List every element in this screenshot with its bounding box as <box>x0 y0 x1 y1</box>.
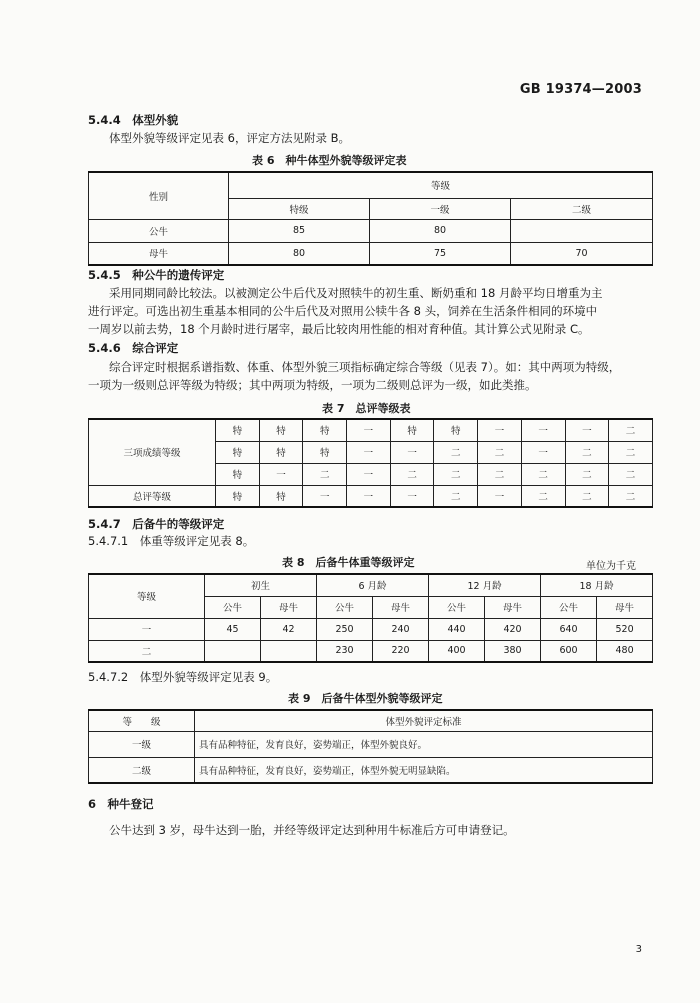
table-8-cell: 600 <box>541 640 597 662</box>
table-6-header-grade: 等级 <box>229 172 653 198</box>
table-8-group: 6 月龄 <box>317 574 429 596</box>
table-6-col: 特级 <box>229 198 370 219</box>
table-7-cell: 二 <box>434 485 478 507</box>
table-8-cell: 240 <box>373 618 429 640</box>
table-8-cell: 45 <box>205 618 261 640</box>
table-8-cell: 230 <box>317 640 373 662</box>
section-5-4-6-heading: 5.4.6 综合评定 <box>88 341 179 355</box>
table-7 <box>88 418 653 508</box>
table-7-cell: 一 <box>521 419 565 441</box>
table-8-cell: 480 <box>597 640 653 662</box>
table-7-cell: 二 <box>521 463 565 485</box>
table-7-cell: 一 <box>303 485 347 507</box>
table-8-sub: 母牛 <box>261 596 317 618</box>
table-7-cell: 二 <box>303 463 347 485</box>
section-5-4-7-heading: 5.4.7 后备牛的等级评定 <box>88 517 225 531</box>
table-8-row-label: 二 <box>89 640 205 662</box>
section-5-4-5-line: 一周岁以前去势，18 个月龄时进行屠宰，最后比较肉用性能的相对育种值。其计算公式见附录 C。 <box>88 322 590 336</box>
table-7-cell: 二 <box>565 441 609 463</box>
table-8-cell: 380 <box>485 640 541 662</box>
table-9-row-label: 一级 <box>89 731 195 757</box>
table-6-header-sex: 性别 <box>89 172 229 219</box>
table-6-col: 一级 <box>370 198 511 219</box>
table-7-cell: 一 <box>347 441 391 463</box>
table-8-cell: 420 <box>485 618 541 640</box>
table-8-group: 12 月龄 <box>429 574 541 596</box>
table-7-cell: 一 <box>478 485 522 507</box>
table-7-cell: 特 <box>303 419 347 441</box>
table-8-cell: 520 <box>597 618 653 640</box>
table-7-cell: 一 <box>390 485 434 507</box>
section-6-heading: 6 种牛登记 <box>88 797 154 811</box>
table-9-row-desc: 具有品种特征，发育良好，姿势端正，体型外貌良好。 <box>195 731 653 757</box>
table-7-cell: 二 <box>609 485 653 507</box>
section-5-4-5-line: 进行评定。可选出初生重基本相同的公牛后代及对照用公犊牛各 8 头，饲养在生活条件相同的环境中 <box>88 304 598 318</box>
table-7-cell: 一 <box>347 419 391 441</box>
table-6 <box>88 171 653 266</box>
table-8-row-label: 一 <box>89 618 205 640</box>
table-8-caption: 表 8 后备牛体重等级评定 <box>282 556 415 569</box>
table-7-cell: 一 <box>521 441 565 463</box>
table-7-cell: 特 <box>216 485 260 507</box>
table-8-sub: 公牛 <box>541 596 597 618</box>
table-9-row-desc: 具有品种特征，发育良好，姿势端正，体型外貌无明显缺陷。 <box>195 757 653 783</box>
table-9-caption: 表 9 后备牛体型外貌等级评定 <box>288 692 443 705</box>
table-8-sub: 公牛 <box>205 596 261 618</box>
section-5-4-4-text: 体型外貌等级评定见表 6，评定方法见附录 B。 <box>109 131 351 145</box>
table-8-sub: 公牛 <box>429 596 485 618</box>
table-8-cell: 640 <box>541 618 597 640</box>
table-7-row-label-scores: 三项成绩等级 <box>89 419 216 485</box>
table-8-cell <box>205 640 261 662</box>
table-8-cell: 440 <box>429 618 485 640</box>
table-7-cell: 二 <box>609 419 653 441</box>
page-number: 3 <box>635 944 642 955</box>
table-6-cell: 70 <box>511 242 653 265</box>
table-7-caption: 表 7 总评等级表 <box>322 402 411 415</box>
table-7-cell: 一 <box>565 419 609 441</box>
table-7-cell: 特 <box>303 441 347 463</box>
table-7-cell: 特 <box>216 419 260 441</box>
table-8-cell: 250 <box>317 618 373 640</box>
table-7-cell: 二 <box>390 463 434 485</box>
table-6-caption: 表 6 种牛体型外貌等级评定表 <box>252 154 407 167</box>
table-9-header-grade: 等 级 <box>89 710 195 731</box>
section-5-4-4-heading: 5.4.4 体型外貌 <box>88 113 179 127</box>
section-5-4-5-line: 采用同期同龄比较法。以被测定公牛后代及对照犊牛的初生重、断奶重和 18 月龄平均日增重为主 <box>109 286 603 300</box>
table-7-cell: 二 <box>478 441 522 463</box>
table-6-row-label: 公牛 <box>89 219 229 242</box>
standard-number: GB 19374—2003 <box>519 82 642 97</box>
table-7-cell: 二 <box>478 463 522 485</box>
table-6-cell <box>511 219 653 242</box>
table-7-cell: 二 <box>434 441 478 463</box>
table-8 <box>88 573 653 663</box>
table-6-cell: 80 <box>229 242 370 265</box>
table-9-header-standard: 体型外貌评定标准 <box>195 710 653 731</box>
table-6-row-label: 母牛 <box>89 242 229 265</box>
table-7-cell: 二 <box>609 463 653 485</box>
table-7-cell: 二 <box>521 485 565 507</box>
section-5-4-7-2-text: 5.4.7.2 体型外貌等级评定见表 9。 <box>88 670 278 684</box>
table-7-cell: 特 <box>216 441 260 463</box>
table-7-cell: 一 <box>390 441 434 463</box>
table-8-cell: 220 <box>373 640 429 662</box>
table-8-cell: 42 <box>261 618 317 640</box>
table-8-group: 18 月龄 <box>541 574 653 596</box>
table-7-cell: 二 <box>565 463 609 485</box>
table-6-col: 二级 <box>511 198 653 219</box>
table-8-sub: 母牛 <box>485 596 541 618</box>
table-7-row-label-overall: 总评等级 <box>89 485 216 507</box>
table-7-cell: 一 <box>347 485 391 507</box>
table-8-sub: 母牛 <box>597 596 653 618</box>
table-8-unit: 单位为千克 <box>586 561 636 572</box>
section-5-4-7-1-text: 5.4.7.1 体重等级评定见表 8。 <box>88 534 255 548</box>
table-7-cell: 特 <box>259 419 303 441</box>
table-9 <box>88 709 653 784</box>
table-7-cell: 一 <box>478 419 522 441</box>
table-9-row-label: 二级 <box>89 757 195 783</box>
table-7-cell: 二 <box>565 485 609 507</box>
table-7-cell: 特 <box>434 419 478 441</box>
table-7-cell: 特 <box>259 441 303 463</box>
table-8-sub: 公牛 <box>317 596 373 618</box>
table-7-cell: 二 <box>609 441 653 463</box>
table-8-cell <box>261 640 317 662</box>
section-5-4-6-line: 一项为一级则总评等级为特级；其中两项为特级，一项为二级则总评为一级，如此类推。 <box>88 378 537 392</box>
table-6-cell: 80 <box>370 219 511 242</box>
table-8-header-grade: 等级 <box>89 574 205 618</box>
table-8-group: 初生 <box>205 574 317 596</box>
table-6-cell: 85 <box>229 219 370 242</box>
table-7-cell: 特 <box>216 463 260 485</box>
table-8-sub: 母牛 <box>373 596 429 618</box>
table-6-cell: 75 <box>370 242 511 265</box>
table-7-cell: 特 <box>390 419 434 441</box>
table-8-cell: 400 <box>429 640 485 662</box>
table-7-cell: 二 <box>434 463 478 485</box>
table-7-cell: 一 <box>347 463 391 485</box>
section-5-4-5-heading: 5.4.5 种公牛的遗传评定 <box>88 268 225 282</box>
table-7-cell: 一 <box>259 463 303 485</box>
section-5-4-6-line: 综合评定时根据系谱指数、体重、体型外貌三项指标确定综合等级（见表 7）。如：其中两项为特级， <box>109 360 621 374</box>
section-6-text: 公牛达到 3 岁，母牛达到一胎，并经等级评定达到种用牛标准后方可申请登记。 <box>109 823 515 837</box>
table-7-cell: 特 <box>259 485 303 507</box>
